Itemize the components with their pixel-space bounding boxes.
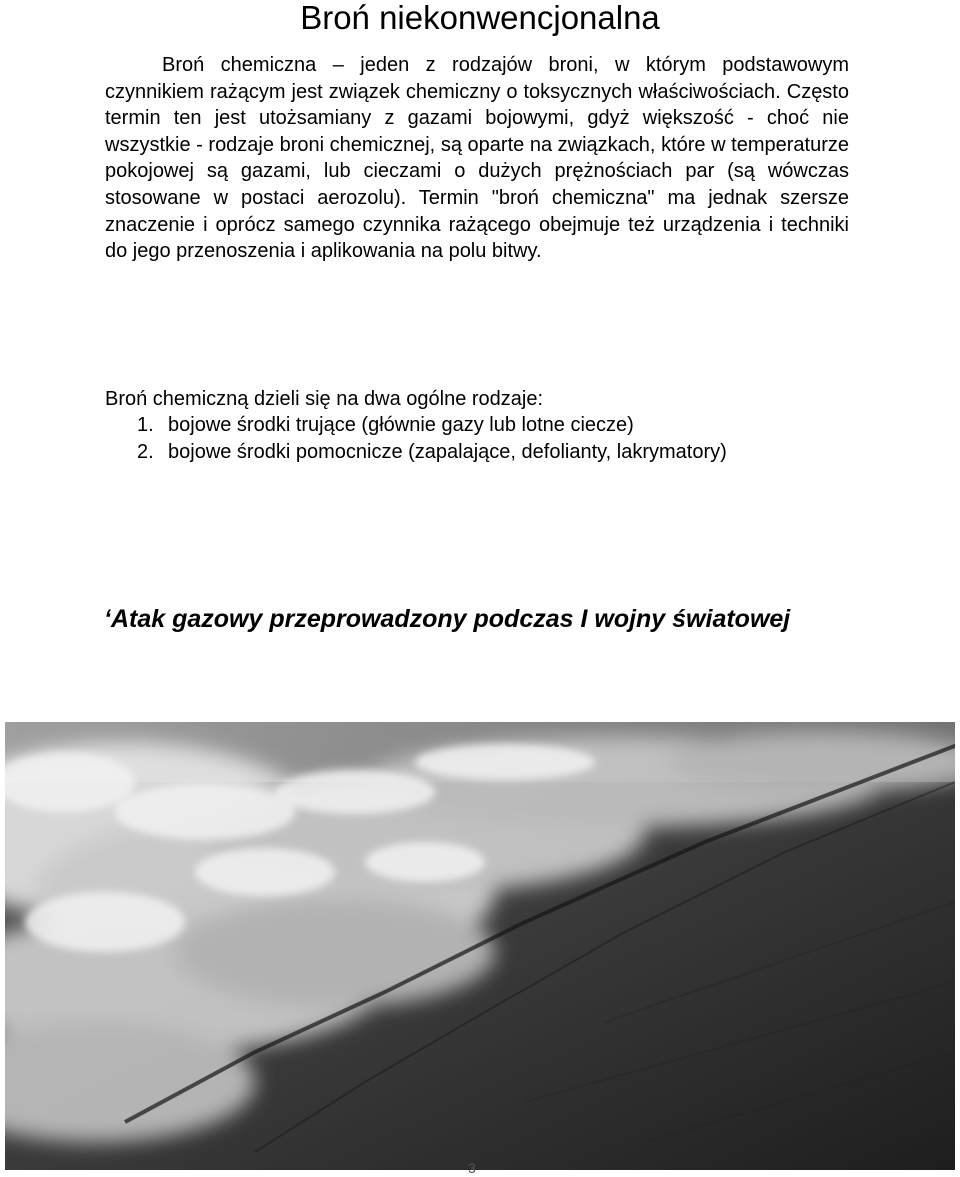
page-title: Broń niekonwencjonalna bbox=[300, 0, 660, 36]
list-item-number: 1. bbox=[137, 414, 154, 436]
types-heading: Broń chemiczną dzieli się na dwa ogólne rodzaje: bbox=[105, 388, 544, 410]
list-item-text: bojowe środki pomocnicze (zapalające, defolianty, lakrymatory) bbox=[168, 440, 727, 463]
gas-attack-photo bbox=[5, 722, 955, 1170]
list-item-number: 2. bbox=[137, 440, 154, 463]
intro-paragraph: Broń chemiczna – jeden z rodzajów broni, w którym podstawowym czynnikiem rażącym jest związek chemiczny o toksycznych właściwościach. Często termin ten jest utożsamiany z gazami bojowymi, gdyż większość - choć nie wszystkie - rodzaje broni chemicznej, są oparte na związkach, które w temperaturze pokojowej są gazami, lub cieczami o dużych prężnościach par (są wówczas stosowane w postaci aerozolu). Termin "broń chemiczna" ma jednak szersze znaczenie i oprócz samego czynnika rażącego obejmuje też urządzenia i techniki do jego przenoszenia i aplikowania na polu bitwy. bbox=[105, 54, 849, 263]
list-item bbox=[137, 439, 727, 466]
list-item-text: bojowe środki trujące (głównie gazy lub lotne ciecze) bbox=[168, 414, 634, 436]
list-item bbox=[137, 412, 727, 439]
gas-attack-illustration bbox=[5, 722, 955, 1170]
figure-caption: ‘Atak gazowy przeprowadzony podczas I wojny światowej bbox=[104, 605, 791, 633]
page-number: 3 bbox=[468, 1160, 476, 1176]
types-list bbox=[137, 412, 727, 465]
